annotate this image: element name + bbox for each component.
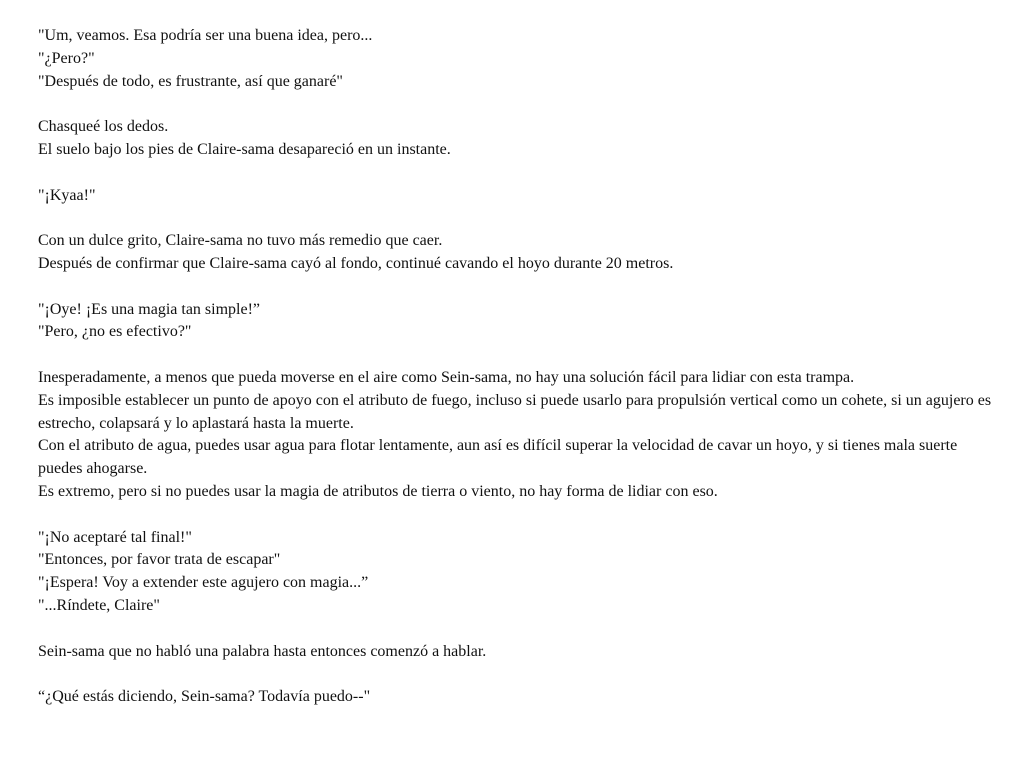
text-line: Es imposible establecer un punto de apoyo con el atributo de fuego, incluso si puede usarlo para propulsión vertical como un cohete, si un agujero es estrecho, colapsará y lo aplastará hasta la muerte.: [38, 391, 996, 432]
text-line: Es extremo, pero si no puedes usar la magia de atributos de tierra o viento, no hay forma de lidiar con eso.: [38, 482, 718, 500]
text-line: "¡Espera! Voy a extender este agujero con magia...”: [38, 574, 369, 592]
document-body: [38, 25, 998, 709]
text-line: Con un dulce grito, Claire-sama no tuvo más remedio que caer.: [38, 232, 443, 250]
text-line: Sein-sama que no habló una palabra hasta entonces comenzó a hablar.: [38, 642, 487, 660]
blank-line: [38, 276, 998, 299]
blank-line: [38, 618, 998, 641]
text-line: "Después de todo, es frustrante, así que ganaré": [38, 72, 343, 90]
text-line: "Entonces, por favor trata de escapar": [38, 551, 281, 569]
text-line: Después de confirmar que Claire-sama cayó al fondo, continué cavando el hoyo durante 20 metros.: [38, 254, 674, 272]
text-line: "¡No aceptaré tal final!": [38, 528, 192, 546]
text-line: El suelo bajo los pies de Claire-sama desapareció en un instante.: [38, 140, 451, 158]
text-line: "...Ríndete, Claire": [38, 596, 160, 614]
blank-line: [38, 663, 998, 686]
text-line: Chasqueé los dedos.: [38, 118, 169, 136]
text-line: "¿Pero?": [38, 49, 95, 67]
text-line: Inesperadamente, a menos que pueda moverse en el aire como Sein-sama, no hay una solución fácil para lidiar con esta trampa.: [38, 368, 855, 386]
text-line: “¿Qué estás diciendo, Sein-sama? Todavía puedo--": [38, 688, 371, 706]
blank-line: [38, 344, 998, 367]
blank-line: [38, 162, 998, 185]
text-line: "Um, veamos. Esa podría ser una buena idea, pero...: [38, 27, 373, 44]
text-line: "Pero, ¿no es efectivo?": [38, 323, 192, 341]
text-line: Con el atributo de agua, puedes usar agua para flotar lentamente, aun así es difícil superar la velocidad de cavar un hoyo, y si tienes mala suerte puedes ahogarse.: [38, 437, 962, 478]
blank-line: [38, 207, 998, 230]
blank-line: [38, 93, 998, 116]
text-line: "¡Oye! ¡Es una magia tan simple!”: [38, 300, 261, 318]
text-line: "¡Kyaa!": [38, 186, 96, 204]
blank-line: [38, 504, 998, 527]
